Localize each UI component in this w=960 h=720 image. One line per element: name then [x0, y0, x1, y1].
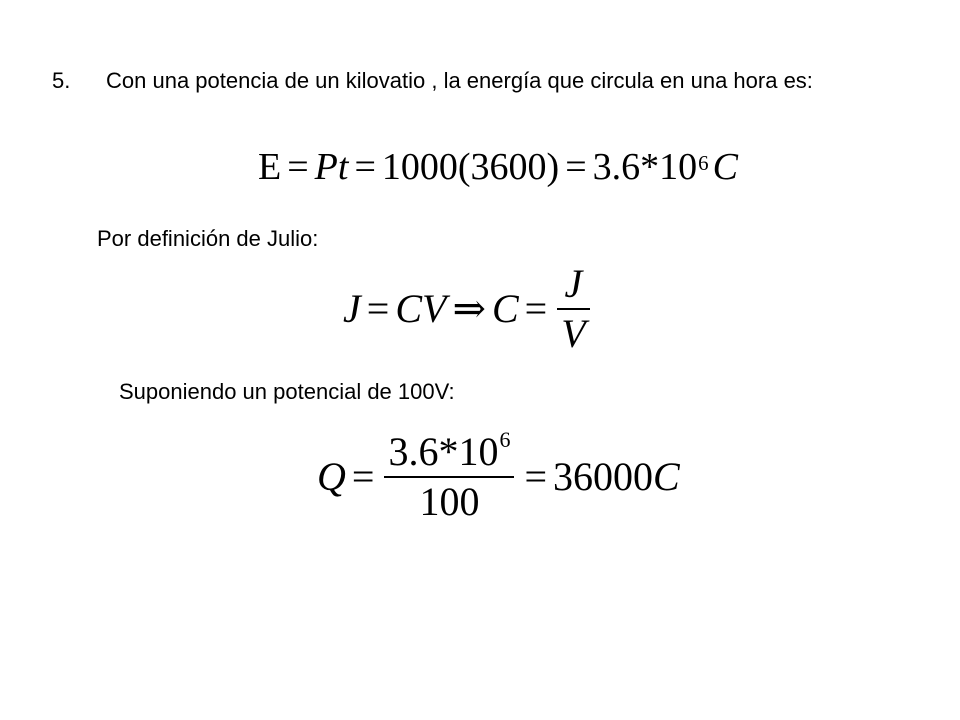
joule-definition-text: Por definición de Julio:	[97, 226, 319, 251]
equals-sign: =	[287, 146, 309, 188]
equals-sign: =	[366, 286, 390, 331]
equals-sign: =	[565, 146, 587, 188]
energy-equation	[258, 145, 738, 189]
exponent: 6	[698, 151, 709, 176]
charge-q-symbol: Q	[317, 454, 346, 499]
unit-symbol: C	[712, 146, 738, 188]
item-number: 5.	[52, 68, 71, 93]
fraction	[384, 427, 514, 524]
fraction	[557, 261, 589, 356]
charge-equation	[317, 427, 680, 524]
fraction-denominator: 100	[419, 479, 480, 524]
question-text: Con una potencia de un kilovatio , la energía que circula en una hora es:	[106, 68, 813, 93]
equals-sign: =	[354, 146, 376, 188]
fraction-numerator	[384, 427, 514, 476]
joule-symbol: J	[343, 286, 361, 331]
mantissa: 3.6*10	[592, 146, 698, 188]
product-term: 1000(3600)	[381, 146, 560, 188]
charge-symbol: C	[491, 286, 519, 331]
result-value: 36000	[553, 454, 654, 499]
equals-sign: =	[524, 454, 548, 499]
unit-symbol: C	[653, 454, 680, 499]
potential-assumption-text: Suponiendo un potencial de 100V:	[119, 379, 455, 404]
equals-sign: =	[524, 286, 548, 331]
numerator-mantissa: 3.6*10	[388, 429, 499, 474]
joule-equation	[343, 261, 594, 356]
implies-arrow: ⇒	[452, 286, 486, 331]
energy-symbol: E	[258, 146, 282, 188]
fraction-denominator: V	[561, 311, 586, 356]
numerator-exponent: 6	[499, 427, 511, 453]
equals-sign: =	[351, 454, 375, 499]
charge-voltage-term: CV	[395, 286, 447, 331]
power-time-term: Pt	[314, 146, 349, 188]
fraction-numerator: J	[564, 261, 583, 306]
